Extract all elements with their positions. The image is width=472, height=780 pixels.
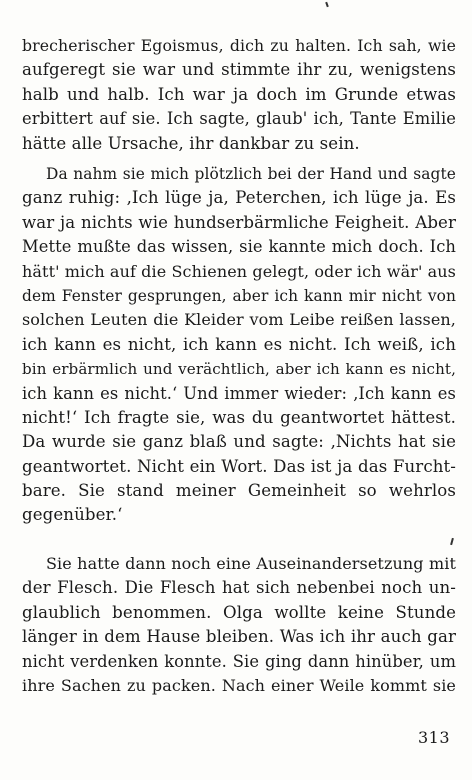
text-line: war ja nichts wie hundserbärmliche Feigheit. Aber	[22, 212, 456, 232]
text-line: bare. Sie stand meiner Gemeinheit so wehrlos	[22, 481, 456, 501]
text-line: Da nahm sie mich plötzlich bei der Hand und sagte	[46, 165, 456, 183]
text-line: gegenüber.‘	[22, 505, 123, 525]
text-line: aufgeregt sie war und stimmte ihr zu, wenigstens	[22, 60, 456, 80]
text-line: solchen Leuten die Kleider vom Leibe reißen lassen,	[22, 310, 456, 330]
text-line: ich kann es nicht.‘ Und immer wieder: ‚Ich kann es	[22, 383, 456, 403]
text-line: nicht!‘ Ich fragte sie, was du geantwortet hättest.	[22, 407, 456, 427]
text-line: länger in dem Hause bleiben. Was ich ihr auch gar	[22, 627, 456, 647]
text-line: halb und halb. Ich war ja doch im Grunde etwas	[22, 84, 456, 104]
ink-mark	[325, 2, 329, 7]
text-line: ganz ruhig: ‚Ich lüge ja, Peterchen, ich lüge ja. Es	[22, 188, 456, 208]
text-line: geantwortet. Nicht ein Wort. Das ist ja das Furcht-	[22, 456, 456, 476]
ink-mark	[450, 538, 454, 545]
text-line: brecherischer Egoismus, dich zu halten. Ich sah, wie	[22, 36, 456, 55]
text-line: ihre Sachen zu packen. Nach einer Weile kommt sie	[22, 675, 456, 695]
text-line: dem Fenster gesprungen, aber ich kann mir nicht von	[22, 286, 456, 305]
text-line: hätte alle Ursache, ihr dankbar zu sein.	[22, 133, 360, 153]
paragraph-3	[22, 552, 456, 698]
paragraph-2	[22, 162, 456, 528]
text-line: ich kann es nicht, ich kann es nicht. Ich weiß, ich	[22, 334, 456, 354]
text-line: Mette mußte das wissen, sie kannte mich doch. Ich	[22, 237, 456, 257]
text-line: nicht verdenken konnte. Sie ging dann hinüber, um	[22, 651, 456, 671]
text-line: bin erbärmlich und verächtlich, aber ich kann es nicht,	[22, 360, 456, 379]
page-number: 313	[417, 728, 450, 747]
text-line: Sie hatte dann noch eine Auseinandersetzung mit	[46, 554, 456, 573]
text-line: der Flesch. Die Flesch hat sich nebenbei noch un-	[22, 578, 456, 598]
text-line: erbittert auf sie. Ich sagte, glaub' ich, Tante Emilie	[22, 109, 456, 129]
paragraph-1	[22, 34, 456, 156]
text-line: glaublich benommen. Olga wollte keine Stunde	[22, 602, 456, 622]
text-line: hätt' mich auf die Schienen gelegt, oder ich wär' aus	[22, 261, 456, 281]
text-line: Da wurde sie ganz blaß und sagte: ‚Nichts hat sie	[22, 432, 456, 452]
